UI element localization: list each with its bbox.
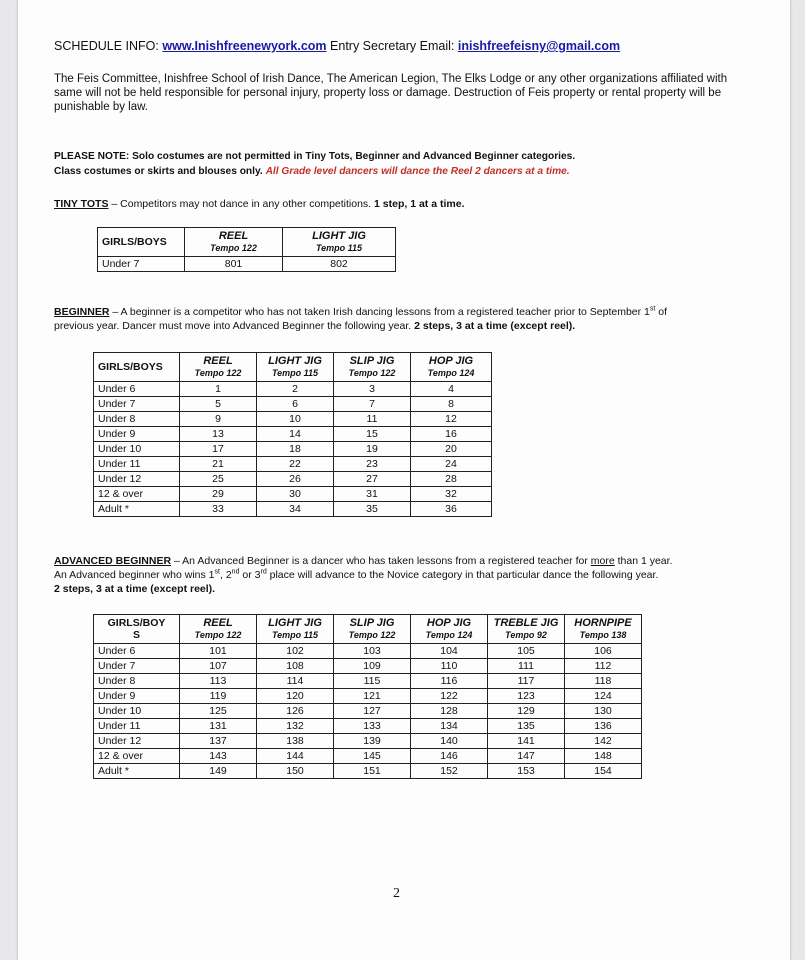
competition-number-cell: 140	[411, 734, 488, 749]
competition-number-cell: 9	[180, 412, 257, 427]
column-header: HOP JIG Tempo 124	[411, 353, 492, 382]
competition-number-cell: 5	[180, 397, 257, 412]
competition-number-cell: 135	[488, 719, 565, 734]
competition-number-cell: 142	[565, 734, 642, 749]
competition-number-cell: 33	[180, 502, 257, 517]
email-link[interactable]: inishfreefeisny@gmail.com	[457, 39, 621, 53]
competition-number-cell: 2	[257, 382, 334, 397]
adv-sup-1: st	[214, 568, 220, 576]
advanced-beginner-heading	[54, 554, 754, 596]
competition-number-cell: 31	[334, 487, 411, 502]
competition-number-cell: 137	[180, 734, 257, 749]
competition-number-cell: 20	[411, 442, 492, 457]
competition-number-cell: 144	[257, 749, 334, 764]
competition-number-cell: 141	[488, 734, 565, 749]
age-group-cell: Under 6	[94, 644, 180, 659]
competition-number-cell: 150	[257, 764, 334, 779]
table-row	[94, 412, 492, 427]
competition-number-cell: 13	[180, 427, 257, 442]
adv-desc-1b: than 1 year.	[614, 555, 673, 567]
beginner-heading	[54, 305, 754, 333]
competition-number-cell: 125	[180, 704, 257, 719]
competition-number-cell: 139	[334, 734, 411, 749]
adv-desc-1a: – An Advanced Beginner is a dancer who has taken lessons from a registered teacher for	[171, 555, 591, 567]
tiny-tots-heading	[54, 197, 754, 211]
competition-number-cell: 28	[411, 472, 492, 487]
competition-number-cell: 112	[565, 659, 642, 674]
competition-number-cell: 16	[411, 427, 492, 442]
girls-boys-header: GIRLS/BOY S	[94, 615, 180, 644]
competition-number-cell: 26	[257, 472, 334, 487]
age-group-cell: Under 7	[94, 397, 180, 412]
competition-number-cell: 18	[257, 442, 334, 457]
competition-number-cell: 10	[257, 412, 334, 427]
table-row	[94, 689, 642, 704]
email-label: Entry Secretary Email:	[330, 39, 455, 53]
beginner-desc-1-end: of	[655, 306, 668, 318]
age-group-cell: Under 12	[94, 734, 180, 749]
age-group-cell: 12 & over	[94, 487, 180, 502]
competition-number-cell: 118	[565, 674, 642, 689]
costume-note	[54, 150, 754, 179]
competition-number-cell: 123	[488, 689, 565, 704]
competition-number-cell: 126	[257, 704, 334, 719]
competition-number-cell: 116	[411, 674, 488, 689]
competition-number-cell: 11	[334, 412, 411, 427]
beginner-rule: 2 steps, 3 at a time (except reel).	[414, 320, 576, 332]
competition-number-cell: 130	[565, 704, 642, 719]
adv-title: ADVANCED BEGINNER	[54, 555, 172, 567]
competition-number-cell: 25	[180, 472, 257, 487]
competition-number-cell: 119	[180, 689, 257, 704]
column-header: SLIP JIG Tempo 122	[334, 353, 411, 382]
beginner-title: BEGINNER	[54, 306, 110, 318]
competition-number-cell: 32	[411, 487, 492, 502]
beginner-desc-2: previous year. Dancer must move into Advanced Beginner the following year.	[54, 320, 415, 332]
age-group-cell: Under 12	[94, 472, 180, 487]
page-number: 2	[393, 886, 400, 901]
competition-number-cell: 143	[180, 749, 257, 764]
column-header: REEL Tempo 122	[180, 353, 257, 382]
column-header: SLIP JIG Tempo 122	[334, 615, 411, 644]
adv-line-1	[54, 554, 754, 568]
competition-number-cell: 4	[411, 382, 492, 397]
competition-number-cell: 21	[180, 457, 257, 472]
competition-number-cell: 148	[565, 749, 642, 764]
competition-number-cell: 124	[565, 689, 642, 704]
competition-number-cell: 24	[411, 457, 492, 472]
column-header: REEL Tempo 122	[185, 228, 283, 257]
adv-desc-2b: , 2	[219, 569, 232, 581]
adv-sup-2: nd	[231, 568, 240, 576]
competition-number-cell: 22	[257, 457, 334, 472]
competition-number-cell: 131	[180, 719, 257, 734]
competition-number-cell: 146	[411, 749, 488, 764]
competition-number-cell: 17	[180, 442, 257, 457]
schedule-label: SCHEDULE INFO:	[54, 39, 159, 53]
note-red-text: All Grade level dancers will dance the Reel 2 dancers at a time.	[265, 165, 570, 177]
column-header: LIGHT JIG Tempo 115	[283, 228, 396, 257]
table-row	[94, 427, 492, 442]
tiny-tots-title: TINY TOTS	[54, 198, 109, 210]
table-row	[94, 749, 642, 764]
adv-more: more	[590, 555, 615, 567]
age-group-cell: Adult *	[94, 764, 180, 779]
competition-number-cell: 30	[257, 487, 334, 502]
adv-sup-3: rd	[260, 568, 267, 576]
girls-boys-header: GIRLS/BOYS	[98, 228, 185, 257]
table-row	[94, 644, 642, 659]
competition-number-cell: 105	[488, 644, 565, 659]
competition-number-cell: 151	[334, 764, 411, 779]
competition-number-cell: 145	[334, 749, 411, 764]
column-header: HOP JIG Tempo 124	[411, 615, 488, 644]
column-header: TREBLE JIG Tempo 92	[488, 615, 565, 644]
age-group-cell: Under 7	[98, 257, 185, 272]
table-row	[94, 457, 492, 472]
beginner-line-2	[54, 319, 754, 333]
table-row	[94, 704, 642, 719]
competition-number-cell: 104	[411, 644, 488, 659]
competition-number-cell: 120	[257, 689, 334, 704]
competition-number-cell: 3	[334, 382, 411, 397]
competition-number-cell: 111	[488, 659, 565, 674]
note-line-1: PLEASE NOTE: Solo costumes are not permitted in Tiny Tots, Beginner and Advanced Beginner categories.	[54, 151, 576, 162]
adv-rule: 2 steps, 3 at a time (except reel).	[54, 583, 216, 595]
competition-number-cell: 19	[334, 442, 411, 457]
age-group-cell: Under 10	[94, 704, 180, 719]
competition-number-cell: 12	[411, 412, 492, 427]
competition-number-cell: 147	[488, 749, 565, 764]
competition-number-cell: 7	[334, 397, 411, 412]
girls-boys-header: GIRLS/BOYS	[94, 353, 180, 382]
competition-number-cell: 121	[334, 689, 411, 704]
table-row	[94, 719, 642, 734]
website-link[interactable]: www.Inishfreenewyork.com	[162, 39, 327, 53]
competition-number-cell: 801	[185, 257, 283, 272]
age-group-cell: Under 9	[94, 427, 180, 442]
note-line-2-text: Class costumes or skirts and blouses only.	[54, 165, 263, 177]
adv-line-2	[54, 568, 754, 582]
beginner-sup: st	[649, 305, 656, 313]
competition-number-cell: 115	[334, 674, 411, 689]
schedule-header	[54, 39, 620, 53]
competition-number-cell: 134	[411, 719, 488, 734]
adv-line-3	[54, 582, 754, 596]
table-row	[94, 674, 642, 689]
age-group-cell: 12 & over	[94, 749, 180, 764]
table-row	[94, 382, 492, 397]
table-row	[94, 764, 642, 779]
competition-number-cell: 122	[411, 689, 488, 704]
beginner-line-1	[54, 305, 754, 319]
competition-number-cell: 34	[257, 502, 334, 517]
competition-number-cell: 102	[257, 644, 334, 659]
age-group-cell: Under 8	[94, 674, 180, 689]
table-row	[94, 442, 492, 457]
disclaimer-text: The Feis Committee, Inishfree School of Irish Dance, The American Legion, The Elks Lodge or any other organizations affiliated with same will not be held responsible for personal injury, property loss or damage. Destruction of Feis property or rental property will be punishable by law.	[54, 73, 728, 113]
competition-number-cell: 1	[180, 382, 257, 397]
beginner-table	[93, 352, 492, 517]
table-row	[94, 487, 492, 502]
competition-number-cell: 108	[257, 659, 334, 674]
competition-number-cell: 114	[257, 674, 334, 689]
adv-desc-2a: An Advanced beginner who wins 1	[54, 569, 215, 581]
column-header: HORNPIPE Tempo 138	[565, 615, 642, 644]
competition-number-cell: 103	[334, 644, 411, 659]
competition-number-cell: 29	[180, 487, 257, 502]
competition-number-cell: 149	[180, 764, 257, 779]
age-group-cell: Under 7	[94, 659, 180, 674]
competition-number-cell: 107	[180, 659, 257, 674]
competition-number-cell: 8	[411, 397, 492, 412]
advanced-beginner-table	[93, 614, 642, 779]
competition-number-cell: 15	[334, 427, 411, 442]
competition-number-cell: 128	[411, 704, 488, 719]
table-row	[94, 734, 642, 749]
tiny-tots-rule: 1 step, 1 at a time.	[374, 198, 465, 210]
competition-number-cell: 110	[411, 659, 488, 674]
age-group-cell: Under 11	[94, 719, 180, 734]
competition-number-cell: 136	[565, 719, 642, 734]
competition-number-cell: 106	[565, 644, 642, 659]
competition-number-cell: 14	[257, 427, 334, 442]
competition-number-cell: 154	[565, 764, 642, 779]
competition-number-cell: 117	[488, 674, 565, 689]
document-page	[18, 0, 790, 960]
competition-number-cell: 127	[334, 704, 411, 719]
competition-number-cell: 113	[180, 674, 257, 689]
age-group-cell: Under 11	[94, 457, 180, 472]
note-line-2	[54, 165, 754, 180]
age-group-cell: Under 8	[94, 412, 180, 427]
competition-number-cell: 6	[257, 397, 334, 412]
age-group-cell: Under 10	[94, 442, 180, 457]
table-row	[98, 257, 396, 272]
table-row	[94, 502, 492, 517]
tiny-tots-table	[97, 227, 396, 272]
competition-number-cell: 138	[257, 734, 334, 749]
column-header: LIGHT JIG Tempo 115	[257, 615, 334, 644]
competition-number-cell: 132	[257, 719, 334, 734]
competition-number-cell: 109	[334, 659, 411, 674]
age-group-cell: Adult *	[94, 502, 180, 517]
table-row	[94, 659, 642, 674]
competition-number-cell: 101	[180, 644, 257, 659]
adv-desc-2d: place will advance to the Novice category in that particular dance the following year.	[266, 569, 659, 581]
age-group-cell: Under 9	[94, 689, 180, 704]
table-row	[94, 397, 492, 412]
competition-number-cell: 23	[334, 457, 411, 472]
competition-number-cell: 35	[334, 502, 411, 517]
competition-number-cell: 153	[488, 764, 565, 779]
column-header: REEL Tempo 122	[180, 615, 257, 644]
beginner-desc-1: – A beginner is a competitor who has not taken Irish dancing lessons from a registered teacher prior to September 1	[109, 306, 650, 318]
competition-number-cell: 152	[411, 764, 488, 779]
competition-number-cell: 802	[283, 257, 396, 272]
tiny-tots-desc: – Competitors may not dance in any other competitions.	[108, 198, 375, 210]
table-row	[94, 472, 492, 487]
age-group-cell: Under 6	[94, 382, 180, 397]
competition-number-cell: 133	[334, 719, 411, 734]
column-header: LIGHT JIG Tempo 115	[257, 353, 334, 382]
adv-desc-2c: or 3	[239, 569, 261, 581]
competition-number-cell: 129	[488, 704, 565, 719]
competition-number-cell: 36	[411, 502, 492, 517]
competition-number-cell: 27	[334, 472, 411, 487]
